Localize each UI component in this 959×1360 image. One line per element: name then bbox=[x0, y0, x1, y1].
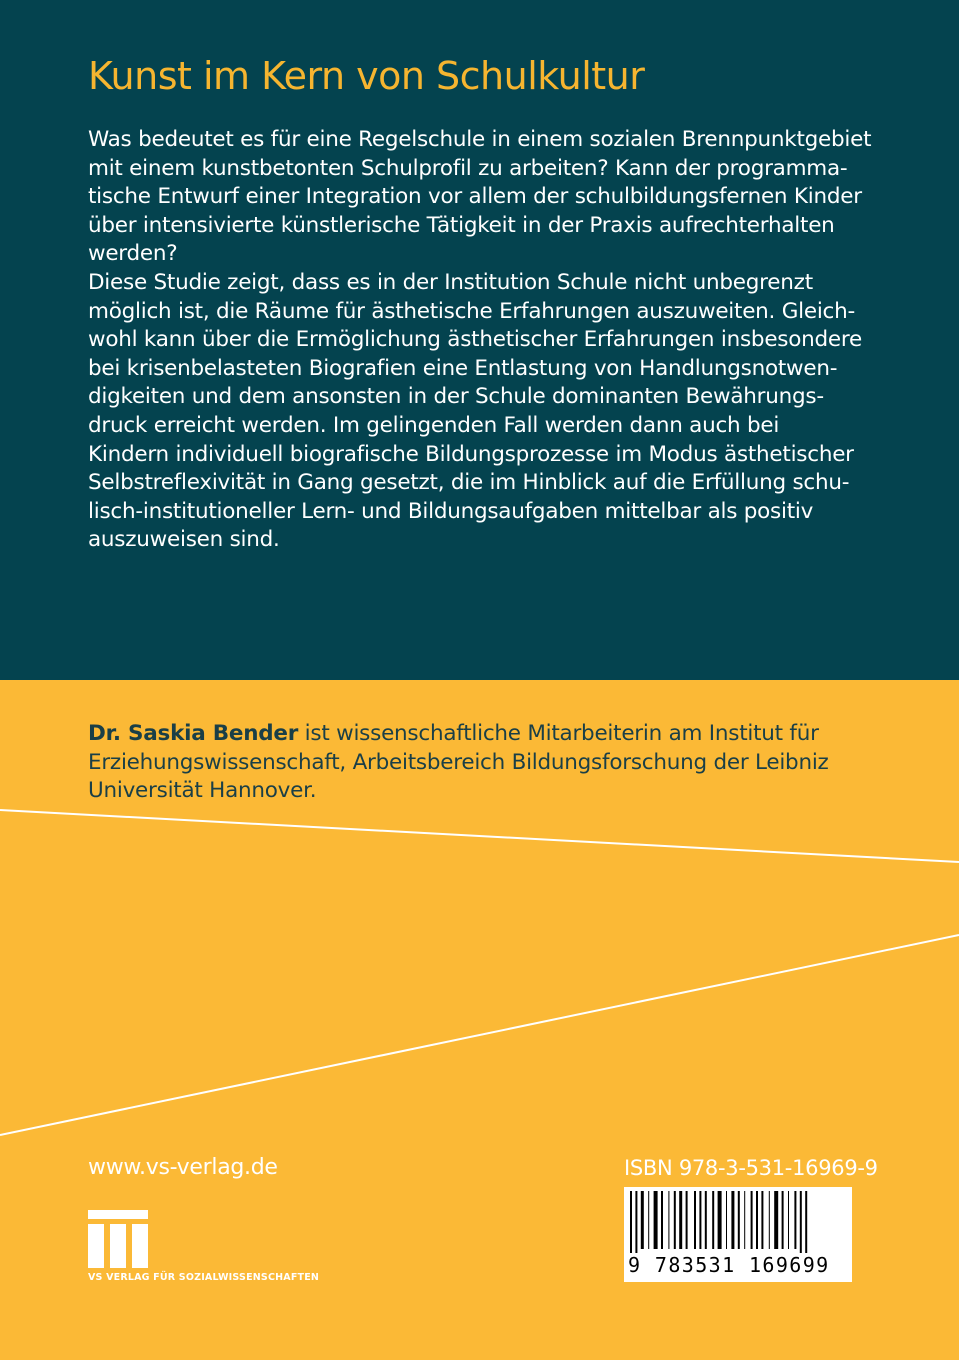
barcode-bar bbox=[661, 1191, 663, 1249]
book-title: Kunst im Kern von Schulkultur bbox=[88, 54, 645, 98]
barcode-bar bbox=[788, 1191, 789, 1249]
barcode-bar bbox=[738, 1191, 740, 1249]
barcode-bar bbox=[679, 1191, 682, 1249]
barcode-bar bbox=[648, 1191, 649, 1249]
blurb-line: über intensivierte künstlerische Tätigkeit in der Praxis aufrechterhalten bbox=[88, 212, 835, 238]
barcode-bars bbox=[630, 1191, 846, 1253]
barcode-bar bbox=[761, 1191, 763, 1249]
author-bio-line-3: Universität Hannover. bbox=[88, 778, 317, 804]
barcode-bar bbox=[699, 1191, 701, 1249]
barcode-bar bbox=[674, 1191, 676, 1249]
blurb-line: tische Entwurf einer Integration vor allem der schulbildungsfernen Kinder bbox=[88, 184, 862, 210]
barcode-bar bbox=[718, 1191, 722, 1249]
barcode-bar bbox=[794, 1191, 796, 1249]
barcode-bar bbox=[744, 1191, 745, 1249]
blurb-line: werden? bbox=[88, 241, 178, 267]
barcode-bar bbox=[668, 1191, 669, 1249]
barcode-bar bbox=[641, 1191, 644, 1249]
blurb-line: auszuweisen sind. bbox=[88, 527, 280, 553]
blurb-line: druck erreicht werden. Im gelingenden Fall werden dann auch bei bbox=[88, 412, 780, 438]
blurb-line: digkeiten und dem ansonsten in der Schule dominanten Bewährungs- bbox=[88, 384, 824, 410]
barcode-bar bbox=[705, 1191, 707, 1249]
blurb-line: Kindern individuell biografische Bildungsprozesse im Modus ästhetischer bbox=[88, 441, 854, 467]
barcode-bar bbox=[756, 1191, 758, 1249]
blurb-line: mit einem kunstbetonten Schulprofil zu arbeiten? Kann der programma- bbox=[88, 155, 848, 181]
blurb-line: Selbstreflexivität in Gang gesetzt, die im Hinblick auf die Erfüllung schu- bbox=[88, 470, 850, 496]
barcode-bar bbox=[686, 1191, 688, 1249]
barcode-bar bbox=[654, 1191, 658, 1249]
barcode-bar bbox=[635, 1191, 637, 1253]
barcode-digits: 9 783531 169699 bbox=[628, 1253, 830, 1277]
website-link[interactable]: www.vs-verlag.de bbox=[88, 1155, 278, 1180]
barcode-bar bbox=[726, 1191, 727, 1249]
barcode-bar bbox=[630, 1191, 632, 1253]
blurb-line: wohl kann über die Ermöglichung ästhetischer Erfahrungen insbesondere bbox=[88, 327, 862, 353]
isbn-label: ISBN 978-3-531-16969-9 bbox=[624, 1156, 878, 1180]
blurb-line: bei krisenbelasteten Biografien eine Entlastung von Handlungsnotwen- bbox=[88, 355, 838, 381]
blurb-line: möglich ist, die Räume für ästhetische Erfahrungen auszuweiten. Gleich- bbox=[88, 298, 856, 324]
barcode-bar bbox=[769, 1191, 770, 1249]
author-bio-line-1: ist wissenschaftliche Mitarbeiterin am Institut für bbox=[298, 721, 819, 746]
barcode-bar bbox=[751, 1191, 753, 1249]
decorative-line-diagonal bbox=[0, 935, 959, 1135]
barcode-bar bbox=[782, 1191, 784, 1249]
author-bio-line-2: Erziehungswissenschaft, Arbeitsbereich Bildungsforschung der Leibniz bbox=[88, 749, 829, 775]
publisher-logo-icon bbox=[88, 1210, 150, 1268]
barcode-bar bbox=[712, 1191, 714, 1249]
author-bio bbox=[88, 720, 888, 806]
blurb-line: Was bedeutet es für eine Regelschule in einem sozialen Brennpunktgebiet bbox=[88, 127, 872, 152]
author-name: Dr. Saskia Bender bbox=[88, 721, 299, 746]
blurb-line: Diese Studie zeigt, dass es in der Institution Schule nicht unbegrenzt bbox=[88, 269, 813, 295]
barcode-bar bbox=[731, 1191, 734, 1249]
barcode bbox=[624, 1187, 852, 1282]
blurb-line: lisch-institutioneller Lern- und Bildungsaufgaben mittelbar als positiv bbox=[88, 498, 814, 524]
barcode-bar bbox=[774, 1191, 778, 1249]
barcode-bar bbox=[694, 1191, 696, 1249]
barcode-bar bbox=[800, 1191, 802, 1253]
barcode-bar bbox=[805, 1191, 807, 1253]
decorative-line-top bbox=[0, 810, 959, 862]
publisher-name: VS VERLAG FÜR SOZIALWISSENSCHAFTEN bbox=[88, 1272, 320, 1283]
